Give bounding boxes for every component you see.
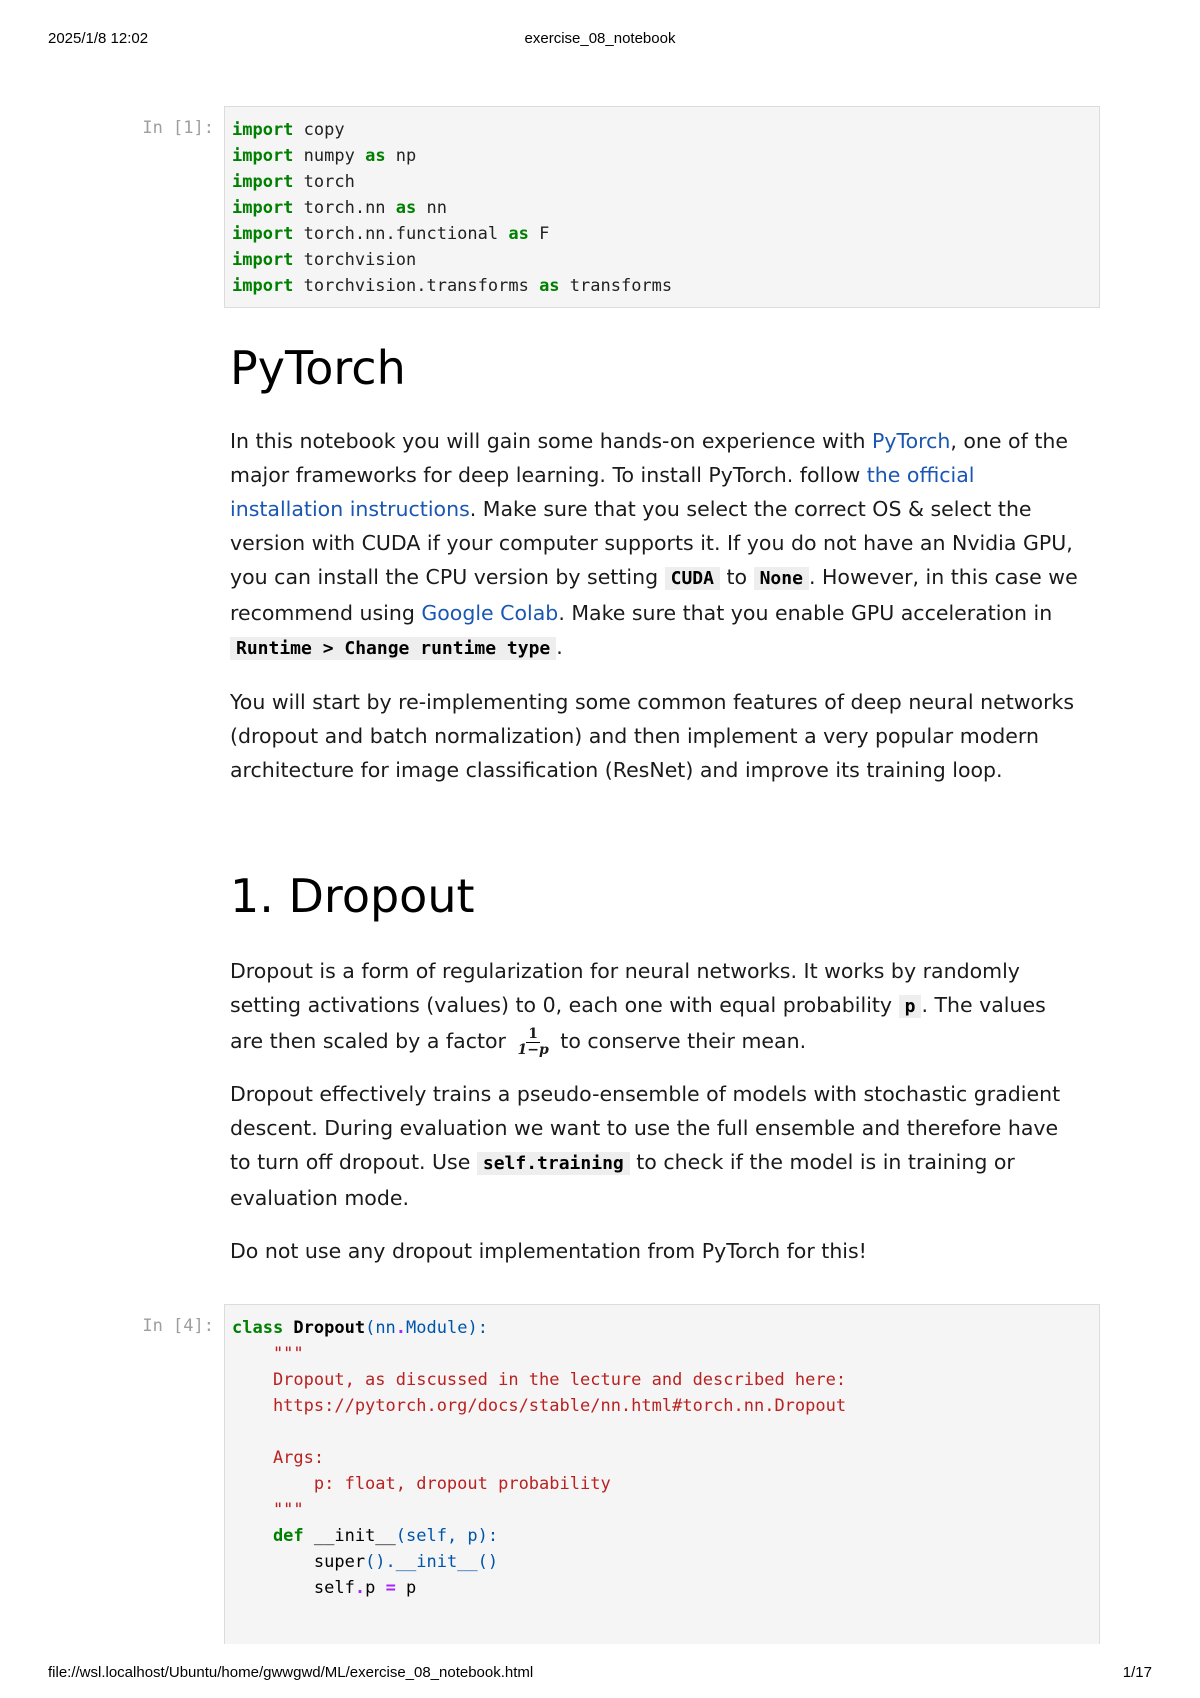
link-installation-instructions[interactable]: the official installation instructions	[230, 463, 975, 521]
markdown-cell-pytorch	[230, 340, 1080, 806]
link-google-colab[interactable]: Google Colab	[421, 601, 559, 625]
code-keyword: import	[232, 120, 294, 140]
code-text: class Dropout(nn.Module): """ Dropout, as discussed in the lecture and described here: https://pytorch.org/docs/stable/nn.html#torch.nn.Dropout Args: p: float, dropout probability """ def __init__(self, p): super().__init__() self.p = p	[232, 1318, 847, 1598]
markdown-cell-dropout	[230, 868, 1080, 1287]
section-heading-pytorch: PyTorch	[230, 341, 406, 395]
code-editor[interactable]	[224, 106, 1100, 308]
inline-code-runtime-menu: Runtime > Change runtime type	[230, 637, 556, 660]
cell-prompt: In [4]:	[142, 1316, 214, 1336]
dropout-instruction-paragraph: Do not use any dropout implementation from PyTorch for this!	[230, 1239, 867, 1263]
print-file-url: file://wsl.localhost/Ubuntu/home/gwwgwd/ML/exercise_08_notebook.html	[48, 1664, 534, 1681]
inline-code-none: None	[754, 567, 809, 590]
section-heading-dropout: 1. Dropout	[230, 869, 475, 923]
dropout-ensemble-paragraph: Dropout effectively trains a pseudo-ensemble of models with stochastic gradient descent. During evaluation we want to use the full ensemble and therefore have to turn off dropout. Use self.training to check if the model is in training or evaluation mode.	[230, 1082, 1061, 1210]
inline-code-p: p	[899, 995, 922, 1018]
print-datetime: 2025/1/8 12:02	[48, 30, 149, 47]
cell-prompt: In [1]:	[142, 118, 214, 138]
code-text: import copy import numpy as np import torch import torch.nn as nn import torch.nn.functional as F import torchvision import torchvision.transforms as transforms	[232, 120, 673, 296]
overview-paragraph: You will start by re-implementing some common features of deep neural networks (dropout and batch normalization) and then implement a very popular modern architecture for image classification (ResNet) and improve its training loop.	[230, 690, 1075, 782]
inline-code-self-training: self.training	[477, 1152, 630, 1175]
intro-paragraph: In this notebook you will gain some hands-on experience with PyTorch, one of the major frameworks for deep learning. To install PyTorch. follow the official installation instructions. Make sure that you select the correct OS & select the version with CUDA if your computer supports it. If you do not have an Nvidia GPU, you can install the CPU version by setting CUDA to None . However, in this case we recommend using Google Colab. Make sure that you enable GPU acceleration in Runtime > Change runtime type .	[230, 429, 1078, 659]
print-document-title: exercise_08_notebook	[524, 30, 676, 47]
scaling-fraction: $\frac{1}{1-p}$	[517, 1025, 549, 1058]
inline-code-cuda: CUDA	[665, 567, 720, 590]
link-pytorch[interactable]: PyTorch	[872, 429, 951, 453]
print-page-number: 1/17	[1122, 1664, 1152, 1681]
dropout-definition-paragraph: Dropout is a form of regularization for neural networks. It works by randomly setting activations (values) to 0, each one with equal probability p . The values are then scaled by a factor $\frac{1}{1-p}$ to conserve their mean.	[230, 959, 1046, 1058]
code-editor[interactable]	[224, 1304, 1100, 1644]
